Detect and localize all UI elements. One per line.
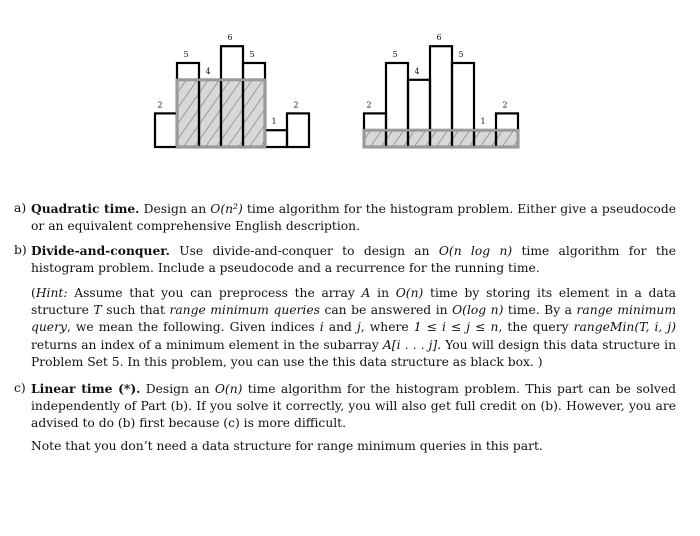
item-b xyxy=(14,242,676,372)
bar-height-label: 1 xyxy=(271,117,277,127)
histogram-figures xyxy=(0,0,700,170)
bar-height-label: 5 xyxy=(392,50,398,59)
histogram-bar xyxy=(155,113,177,147)
bar-height-label: 1 xyxy=(480,117,486,127)
hint-text-10: , where xyxy=(360,320,414,335)
item-b-label: b) xyxy=(14,242,27,257)
math-T: T xyxy=(93,303,102,318)
bar-height-label: 6 xyxy=(436,33,442,43)
math-j: j xyxy=(356,320,361,335)
bar-height-label: 2 xyxy=(502,100,508,110)
math-Ologn: O(log n) xyxy=(452,303,504,318)
hint-text-6: can be answered in xyxy=(319,303,453,318)
math-A: A xyxy=(361,285,371,300)
hint-text-5: such that xyxy=(101,303,170,318)
item-b-text-2: time algorithm for the histogram problem. Include a pseudocode and a recurrence for the running time. xyxy=(31,243,676,276)
bar-height-label: 2 xyxy=(366,100,372,110)
problem-text xyxy=(14,200,676,461)
item-b-title: Divide-and-conquer. xyxy=(31,242,170,258)
hint-open: ( xyxy=(31,285,36,300)
bar-height-label: 6 xyxy=(227,33,233,43)
hint-text-11: , the query xyxy=(498,320,574,335)
item-c-math: O(n) xyxy=(214,381,243,396)
hint-text-12: returns an index of a minimum element in the subarray xyxy=(31,337,383,352)
item-a-title: Quadratic time. xyxy=(31,201,140,216)
histogram-bar xyxy=(287,113,309,147)
item-c-note: Note that you don’t need a data structure for range minimum queries in this part. xyxy=(31,438,543,453)
hint-text-2: Assume that you can preprocess the array xyxy=(67,285,362,300)
item-a-label: a) xyxy=(14,201,27,215)
hint-text-7: time. By a xyxy=(503,303,577,318)
hint-word: Hint: xyxy=(35,285,68,300)
highlight-rectangle xyxy=(364,130,518,147)
item-b-math: O(n log n) xyxy=(438,243,513,258)
bar-height-label: 5 xyxy=(249,50,255,59)
item-b-text-1: Use divide-and-conquer to design an xyxy=(169,243,439,258)
bar-height-label: 5 xyxy=(458,50,464,59)
hint-text-9: and xyxy=(323,320,357,335)
math-subarray: A[i . . . j] xyxy=(382,337,438,352)
math-i: i xyxy=(319,320,324,335)
hint-text-8: , we mean the following. Given indices xyxy=(66,320,320,335)
hint-text-4: time by storing its element in a data structure xyxy=(31,285,676,318)
term-range-minimum-queries: range minimum queries xyxy=(169,303,320,318)
term-range-minimum-query: range minimum query xyxy=(31,303,677,335)
item-c-title: Linear time (*). xyxy=(31,380,141,396)
histogram-left xyxy=(155,33,309,147)
math-On: O(n) xyxy=(395,285,424,300)
bar-height-label: 4 xyxy=(205,66,211,76)
math-inequality: 1 ≤ i ≤ j ≤ n xyxy=(413,320,499,335)
bar-height-label: 4 xyxy=(414,66,420,76)
bar-height-label: 2 xyxy=(157,100,163,110)
item-a-text-1: Design an xyxy=(139,202,211,216)
item-a-math: O(n²) xyxy=(210,202,243,216)
item-c-label: c) xyxy=(14,380,26,395)
math-rangemin: rangeMin(T, i, j) xyxy=(573,320,676,335)
histogram-right xyxy=(364,33,518,147)
item-a xyxy=(14,200,676,236)
item-c-text-2: time algorithm for the histogram problem. This part can be solved independently of Part (b). If you solve it correctly, you will also get full credit on (b). However, you are advised to do (b) first because (c) is more difficult. xyxy=(31,381,676,431)
bar-height-label: 5 xyxy=(183,50,189,59)
hint-text-13: . You will design this data structure in Problem Set 5. In this problem, you can use the this data structure as black box. ) xyxy=(31,337,676,370)
histogram-bar xyxy=(265,130,287,147)
item-c xyxy=(14,380,676,456)
item-c-text-1: Design an xyxy=(140,381,215,396)
item-a-text-2: time algorithm for the histogram problem. Either give a pseudocode or an equivalent comprehensive English description. xyxy=(31,202,676,234)
hint-paragraph xyxy=(31,285,676,372)
bar-height-label: 2 xyxy=(293,100,299,110)
hint-text-3: in xyxy=(370,285,396,300)
